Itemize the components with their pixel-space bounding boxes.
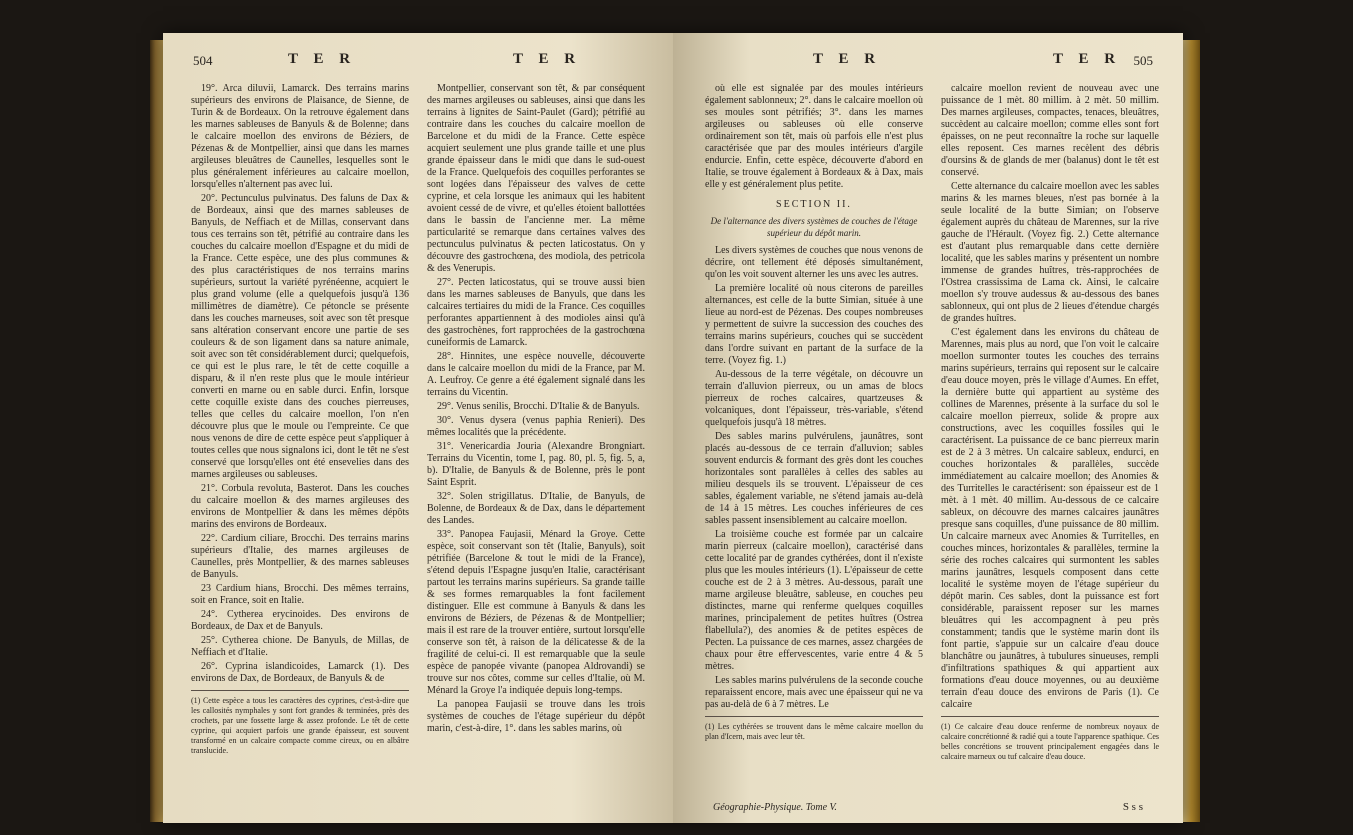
paragraph: 32°. Solen strigillatus. D'Italie, de Banyuls, de Bolenne, de Bordeaux & de Dax, dans le département des Landes.: [427, 491, 645, 526]
paragraph: Des sables marins pulvérulens, jaunâtres, sont placés au-dessous de ce terrain d'alluvion; sables souvent endurcis & formant des grès dont les couches horizontales sont parallèles à celles des sables au milieu desquels ils se trouvent. L'épaisseur de ces sables, également variable, ne s'étend jamais au-delà de 14 à 15 mètres. Les couches inférieures de ces sables passent insensiblement au calcaire moellon.: [705, 431, 923, 526]
paragraph: 24°. Cytherea erycinoides. Des environs de Bordeaux, de Dax et de Banyuls.: [191, 609, 409, 632]
left-page-header: [193, 51, 643, 77]
paragraph: C'est également dans les environs du château de Marennes, mais plus au nord, que l'on voit le calcaire moellon surmonter toutes les couches des terrains marins supérieurs, terrains qui reposent sur le calcaire d'eau douce moyen, près le village d'Aumes. En effet, la dernière butte qui appartient au système des collines de Marennes, présente à la surface du sol le calcaire moellon pierreux, solide & propre aux constructions, avec les coquilles fossiles qui le caractérisent. La puissance de ce banc pierreux marin est de 2 à 3 mètres. Un calcaire sableux, endurci, en couches horizontales & parallèles, succède immédiatement au calcaire moellon; des Anomies & des Turritelles le caractérisent: son épaisseur est de 1 mèt. à 1 mèt. 40 millim. Au-dessous de ce calcaire sableux, on découvre des marnes calcaires jaunâtres presque sans coquilles, d'une puissance de 80 millim. Un calcaire marneux avec Anomies & Turritelles, en couches minces, horizontales & parallèles, termine la série des roches calcaires qui surmontent les sables marins jaunâtres, lesquels composent dans cette localité le système moyen de l'étage supérieur du dépôt marin. Ces sables, dont la puissance est fort considérable, paraissent reposer sur les marnes bleuâtres qui les accompagnent à peu près constamment; tandis que le système marin dont ils font partie, s'appuie sur un calcaire d'eau douce blanchâtre ou jaunâtres, à tubulures sinueuses, rempli d'infiltrations spathiques & qui appartient aux formations d'eau douce moyennes, ou au deuxième terrain d'eau douce des environs de Paris (1). Ce calcaire: [941, 327, 1159, 710]
right-running-title: T E R: [813, 51, 882, 67]
footnote: (1) Ce calcaire d'eau douce renferme de nombreux noyaux de calcaire concrétionné & radié qui a toute l'apparence spathique. Ces belles concrétions se trouvent principalement engagées dans le calcaire marneux ou tuf calcaire d'eau douce.: [941, 722, 1159, 761]
paragraph: Montpellier, conservant son têt, & par conséquent des marnes argileuses ou sableuses, ainsi que dans les terrains à lignites de Saint-Paulet (Gard); pétrifié au contraire dans les couches du calcaire moellon de Barcelone et du midi de la France. Cette espèce acquiert seulement une plus grande taille et une plus grande épaisseur dans le midi que dans le sud-ouest de la France. Quelquefois des coquilles perforantes se sont logées dans l'épaisseur des valves de cette cyprine, et cela lorsque les animaux qui les habitent avoient cessé de de vivre, et qu'elles étoient ballottées dans le bassin de l'ancienne mer. La même particularité se remarque dans certaines valves des pectunculus pulvinatus & pecten laticostatus. On y découvre des gastrochœna, des modiola, des petricola & des Venerupis.: [427, 83, 645, 274]
left-column-2: [427, 83, 645, 818]
paragraph: 26°. Cyprina islandicoides, Lamarck (1). Des environs de Dax, de Bordeaux, de Banyuls & de: [191, 661, 409, 684]
paragraph: 30°. Venus dysera (venus paphia Renieri). Des mêmes localités que la précédente.: [427, 415, 645, 438]
paragraph: 23 Cardium hians, Brocchi. Des mêmes terrains, soit en France, soit en Italie.: [191, 583, 409, 606]
left-page: [163, 33, 673, 823]
paragraph: 20°. Pectunculus pulvinatus. Des faluns de Dax & de Bordeaux, ainsi que des marnes sableuses de Banyuls, de Neffiach et de Millas, conservant dans tous ces terrains son têt, pétrifié au contraire dans les couches du calcaire moellon d'Espagne et du midi de la France. Cette espèce, une des plus communes & des plus caractéristiques de nos terrains marins supérieurs, surtout la variété pyrénéenne, acquiert le plus grand volume (elle a quelquefois jusqu'à 136 millimètres de diamètre). Ce pétoncle se présente dans les couches marneuses, soit avec son têt presque sans altération conservant encore une partie de ses couleurs & de son ligament dans sa nature animale, soit avec son têt considérablement durci; quelquefois, ce qui est le plus rare, le têt de cette coquille a disparu, & il n'en reste plus que le moule intérieur converti en marne ou en sable durci. Enfin, lorsque cette coquille existe dans des couches pierreuses, telles que celles du calcaire moellon, l'on n'en découvre plus que le moule ou l'empreinte. Ce que nous venons de dire de cette espèce peut s'appliquer à toutes celles que nous signalons ici, dont le têt ne s'est conservé que lorsqu'elles ont été ensevelies dans des marnes argileuses ou sableuses.: [191, 193, 409, 480]
paragraph: La panopea Faujasii se trouve dans les trois systèmes de couches de l'étage supérieur du dépôt marin, c'est-à-dire, 1°. dans les sables marins, où: [427, 699, 645, 734]
right-page-number: 505: [1133, 53, 1153, 68]
paragraph: 21°. Corbula revoluta, Basterot. Dans les couches du calcaire moellon & des marnes argileuses des environs de Montpellier & dans les mêmes dépôts marins des environs de Bordeaux.: [191, 483, 409, 530]
footnote: (1) Cette espèce a tous les caractères des cyprines, c'est-à-dire que les callosités nymphales y sont fort grandes & terminées, près des crochets, par une fossette large & assez profonde. Le têt de cette cyprine, qui acquiert parfois une grande épaisseur, est souvent transformé en un calcaire compacte comme cireux, ou en albâtre translucide.: [191, 696, 409, 755]
footnote-rule: [705, 716, 923, 717]
book-edge-left: [150, 40, 164, 822]
footnote-rule: [191, 690, 409, 691]
left-running-title-2: T E R: [513, 51, 582, 67]
paragraph: 27°. Pecten laticostatus, qui se trouve aussi bien dans les marnes sableuses de Banyuls, que dans les calcaires tertiaires du midi de la France. Ces coquilles perforantes appartiennent à des modioles ainsi qu'à des gastrochènes, fort rapprochées de la gastrochœna cuneiformis de Lamarck.: [427, 277, 645, 348]
paragraph: où elle est signalée par des moules intérieurs également sablonneux; 2°. dans le calcaire moellon où ses moules sont pétrifiés; 3°. dans les marnes argileuses ou sableuses où elle conserve ordinairement son têt, mais où parfois elle n'est plus caractérisée que par des moules intérieurs d'argile endurcie. Enfin, cette espèce, découverte d'abord en Italie, se trouve également à Bordeaux & à Dax, mais elle y est généralement plus petite.: [705, 83, 923, 190]
paragraph: La première localité où nous citerons de pareilles alternances, est celle de la butte Simian, située à une lieue au nord-est de Pézenas. Des coupes nombreuses y permettent de suivre la succession des couches des terrains marins supérieurs, couches qui se succèdent dans l'ordre suivant en partant de la surface de la terre. (Voyez fig. 1.): [705, 283, 923, 366]
book-edge-right: [1182, 40, 1200, 822]
right-column-2: [941, 83, 1159, 818]
paragraph: 33°. Panopea Faujasii, Ménard la Groye. Cette espèce, soit conservant son têt (Italie, Banyuls), soit pétrifiée (Barcelone & tout le midi de la France), s'étend depuis l'Espagne jusqu'en Italie, caractérisant partout les terrains marins supérieurs. Sa grande taille & ses formes remarquables la font facilement distinguer. Elle est commune à Banyuls & dans les environs de Béziers, de Pézenas & de Montpellier; mais il est rare de la trouver entière, surtout lorsqu'elle conserve son têt, à raison de la délicatesse & de la fragilité de celui-ci. Il est remarquable que la seule espèce de panopée vivante (panopea Aldrovandi) se trouve sur nos côtes, comme sur celles d'Italie, où M. Ménard la Groye l'a indiquée depuis long-temps.: [427, 529, 645, 696]
paragraph: La troisième couche est formée par un calcaire marin pierreux (calcaire moellon), caractérisé dans cette localité par de grandes cythérées, dont il n'existe plus que les moules intérieurs (1). L'épaisseur de cette couche est de 2 à 3 mètres. Au-dessous, paraît une marne argileuse bleuâtre, sableuse, en couches peu distinctes, marne qui renferme quelques coquilles marines, principalement de petites huîtres (Ostrea flabellula?), des anomies & de petites espèces de Pecten. La puissance de ces marnes, assez chargées de chaux pour être effervescentes, varie entre 4 & 5 mètres.: [705, 529, 923, 672]
left-column-1: [191, 83, 409, 818]
left-page-number: 504: [193, 53, 213, 68]
book-spread: [163, 33, 1183, 823]
paragraph: 28°. Hinnites, une espèce nouvelle, découverte dans le calcaire moellon du midi de la France, par M. A. Leufroy. Ce genre a été également signalé dans les terrains du Vicentin.: [427, 351, 645, 398]
right-running-title-2: T E R: [1053, 51, 1122, 67]
paragraph: Cette alternance du calcaire moellon avec les sables marins & les marnes bleues, n'est pas bornée à la seule localité de la butte Simian; on l'observe également auprès du château de Marennes, sur la rive gauche de l'Hérault. (Voyez fig. 2.) Cette alternance est d'autant plus remarquable dans cette dernière localité, que les sables marins y présentent un nombre immense de grandes huîtres, très-rapprochées de l'Ostrea crassissima de Lama ck. Ainsi, le calcaire moellon s'y trouve audessus & au-dessous des banes sablonneux, qui ont plus de 2 lieues d'étendue chargés de grandes huîtres.: [941, 181, 1159, 324]
paragraph: 31°. Venericardia Jouria (Alexandre Brongniart. Terrains du Vicentin, tome I, pag. 80, pl. 5, fig. 5, a, b). D'Italie, de Banyuls & de Bolenne, près le pont Saint Esprit.: [427, 441, 645, 488]
paragraph: 29°. Venus senilis, Brocchi. D'Italie & de Banyuls.: [437, 401, 640, 412]
paragraph: Au-dessous de la terre végétale, on découvre un terrain d'alluvion pierreux, ou un amas de blocs pierreux de roches calcaires, quartzeuses & volcaniques, dont l'épaisseur, très-variable, s'étend quelquefois jusqu'à 18 mètres.: [705, 369, 923, 428]
section-heading: SECTION II.: [776, 199, 852, 210]
signature-line: Géographie-Physique. Tome V.: [713, 802, 837, 813]
section-subtitle: De l'alternance des divers systèmes de couches de l'étage supérieur du dépôt marin.: [710, 216, 918, 238]
footnote-rule: [941, 716, 1159, 717]
paragraph: 22°. Cardium ciliare, Brocchi. Des terrains marins supérieurs d'Italie, des marnes argileuses de Caunelles, près Montpellier, & des marnes sableuses de Banyuls.: [191, 533, 409, 580]
paragraph: Les divers systèmes de couches que nous venons de décrire, ont tellement été déposés simultanément, qu'on les voit souvent alterner les uns avec les autres.: [705, 245, 923, 280]
paragraph: 25°. Cytherea chione. De Banyuls, de Millas, de Neffiach et d'Italie.: [191, 635, 409, 658]
right-page-header: [703, 51, 1153, 77]
footnote: (1) Les cythérées se trouvent dans le même calcaire moellon du plan d'Icern, mais avec leur têt.: [705, 722, 923, 741]
right-column-1: [705, 83, 923, 783]
paragraph: calcaire moellon revient de nouveau avec une puissance de 1 mèt. 80 millim. à 2 mèt. 50 millim. Des marnes argileuses, compactes, tenaces, bleuâtres, succèdent au calcaire moellon; comme elles sont fort épaisses, on ne peut reconnaître la roche sur laquelle elles reposent. Ces marnes recèlent des débris d'oursins & de glands de mer (balanus) dont le têt est conservé.: [941, 83, 1159, 178]
paragraph: Les sables marins pulvérulens de la seconde couche reparaissent encore, mais avec une épaisseur qui ne va pas au-delà de 6 à 7 mètres. Le: [705, 675, 923, 710]
right-page: [673, 33, 1183, 823]
paragraph: 19°. Arca diluvii, Lamarck. Des terrains marins supérieurs des environs de Plaisance, de Sienne, de Turin & de Bordeaux. On la retrouve également dans les marnes sableuses de Banyuls & de Bolenne; dans le calcaire moellon des environs de Béziers, de Pézenas & de Montpellier, ainsi que dans les marnes argileuses bleuâtres de Caunelles, lesquelles sont le plus généralement inférieures au calcaire moellon, lorsqu'elles n'alternent pas avec lui.: [191, 83, 409, 190]
left-running-title: T E R: [288, 51, 357, 67]
signature-mark: S s s: [1122, 801, 1143, 813]
